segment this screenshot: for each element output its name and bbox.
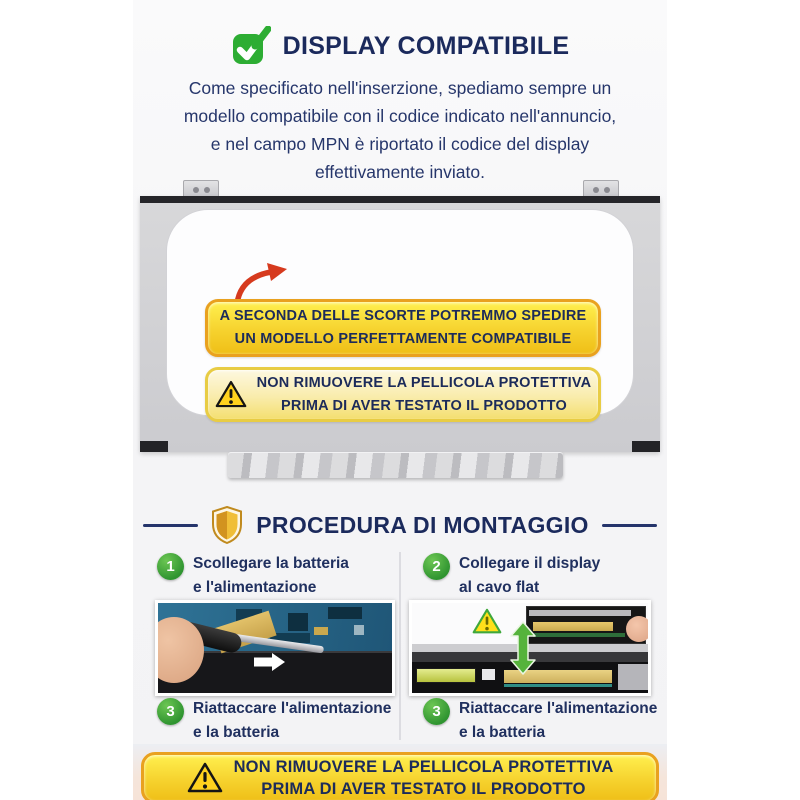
procedure-title: PROCEDURA DI MONTAGGIO: [256, 511, 589, 538]
warning-triangle-icon: [187, 762, 223, 794]
footer-warning-text: NON RIMUOVERE LA PELLICOLA PROTETTIVA PRIMA DI AVER TESTATO IL PRODOTTO: [233, 758, 614, 798]
step-3-right: [423, 697, 657, 745]
intro-line: Come specificato nell'inserzione, spediamo sempre un: [188, 78, 612, 98]
left-connector: [416, 668, 476, 683]
header: [133, 26, 667, 66]
rule-left: [143, 524, 198, 527]
step-1-text: Scollegare la batteria e l'alimentazione: [193, 555, 349, 596]
step-3-right-badge: 3: [423, 698, 450, 725]
step-2: [423, 552, 600, 600]
procedure-header: [133, 506, 667, 544]
step-3-left-text: Riattaccare l'alimentazione e la batteria: [193, 700, 392, 741]
green-double-arrow-icon: [510, 621, 536, 675]
shield-icon: [211, 506, 243, 544]
panel-corner-left: [140, 441, 168, 452]
footer-warning-banner: [141, 752, 659, 800]
column-divider: [399, 552, 401, 740]
intro-line: modello compatibile con il codice indicato nell'annuncio,: [183, 106, 617, 126]
step-1-photo: [155, 600, 395, 696]
step-3-left: [157, 697, 391, 745]
warning-triangle-icon: [215, 380, 247, 409]
white-arrow-icon: [254, 653, 286, 671]
film-warning-banner: [205, 367, 601, 422]
step-2-photo: [409, 600, 651, 696]
step-1-badge: 1: [157, 553, 184, 580]
panel-corner-right: [632, 441, 660, 452]
step-2-badge: 2: [423, 553, 450, 580]
step-2-text: Collegare il display al cavo flat: [459, 555, 601, 596]
step-1: [157, 552, 349, 600]
stock-warning-banner: [205, 299, 601, 357]
panel-foil-strip: [228, 452, 563, 478]
stock-warning-text: A SECONDA DELLE SCORTE POTREMMO SPEDIRE UN MODELLO PERFETTAMENTE COMPATIBILE: [219, 308, 587, 347]
warning-triangle-icon: [472, 608, 502, 635]
page-title: DISPLAY COMPATIBILE: [282, 31, 570, 60]
intro-line: e nel campo MPN è riportato il codice del display: [210, 134, 590, 154]
intro-line: effettivamente inviato.: [315, 162, 485, 182]
step-3-left-badge: 3: [157, 698, 184, 725]
finger: [626, 616, 651, 642]
green-check-icon: [231, 26, 271, 66]
rule-right: [602, 524, 657, 527]
panel-top-bezel: [140, 196, 660, 203]
content-column: [133, 0, 667, 800]
film-warning-text: NON RIMUOVERE LA PELLICOLA PROTETTIVA PRIMA DI AVER TESTATO IL PRODOTTO: [256, 374, 592, 414]
connector-inset-photo: [526, 606, 646, 644]
intro-paragraph: [133, 74, 667, 186]
step-3-right-text: Riattaccare l'alimentazione e la batteria: [459, 700, 658, 741]
